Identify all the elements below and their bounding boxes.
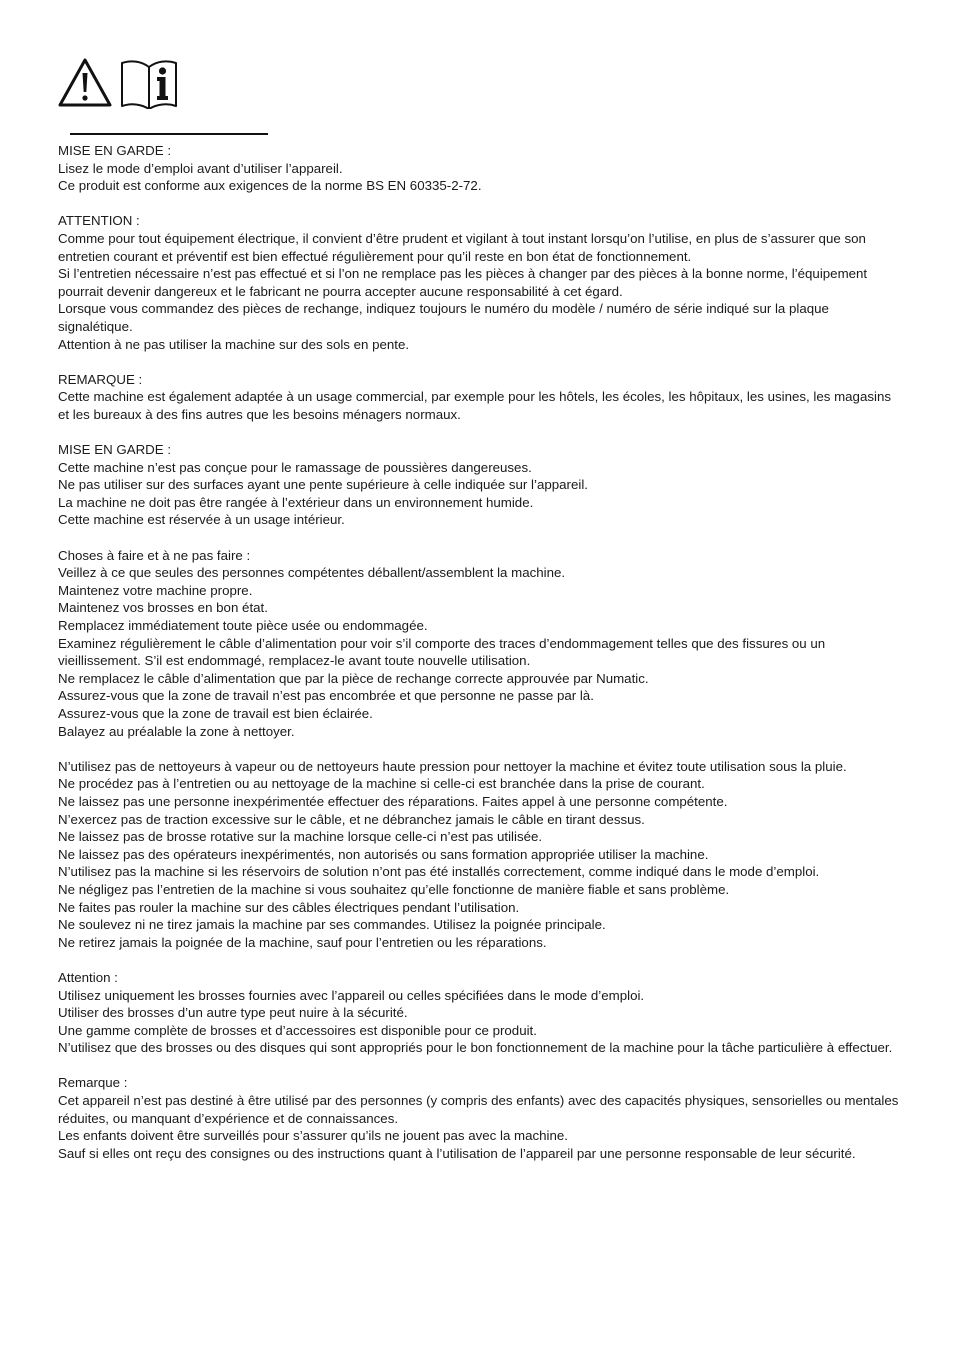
- section: [58, 441, 900, 529]
- section-line: N’utilisez pas de nettoyeurs à vapeur ou de nettoyeurs haute pression pour nettoyer la machine et évitez toute utilisation sous la pluie.: [58, 758, 847, 774]
- section-line: Ne soulevez ni ne tirez jamais la machine par ses commandes. Utilisez la poignée principale.: [58, 917, 606, 933]
- section: [58, 1074, 900, 1162]
- read-manual-info-icon: [119, 57, 179, 114]
- section-line: Veillez à ce que seules des personnes compétentes déballent/assemblent la machine.: [58, 565, 566, 581]
- section-heading: Attention :: [58, 969, 118, 985]
- section-line: La machine ne doit pas être rangée à l’extérieur dans un environnement humide.: [58, 494, 534, 510]
- section-line: Examinez régulièrement le câble d’alimentation pour voir s’il comporte des traces d’endommagement telles que des fissures ou un vieillissement. S’il est endommagé, remplacez-le avant toute nouvelle utilisation.: [58, 635, 826, 669]
- section-line: Ne pas utiliser sur des surfaces ayant une pente supérieure à celle indiquée sur l’appareil.: [58, 477, 588, 493]
- section-line: Assurez-vous que la zone de travail est bien éclairée.: [58, 706, 373, 721]
- section-line: N’utilisez pas la machine si les réservoirs de solution n’ont pas été installés correctement, comme indiqué dans le mode d’emploi.: [58, 864, 820, 880]
- section-line: Cette machine est réservée à un usage intérieur.: [58, 512, 345, 528]
- section-line: Comme pour tout équipement électrique, il convient d’être prudent et vigilant à tout instant lorsqu’on l’utilise, en plus de s’assurer que son entretien courant et préventif est bien effectué régulièrement pour qu’il reste en bon état de fonctionnement.: [58, 230, 866, 264]
- section-line: Assurez-vous que la zone de travail n’est pas encombrée et que personne ne passe par là.: [58, 688, 594, 704]
- section-line: Si l’entretien nécessaire n’est pas effectué et si l’on ne remplace pas les pièces à changer par des pièces à la bonne norme, l’équipement pourrait devenir dangereux et le fabricant ne pourra accepter aucune responsabilité à cet égard.: [58, 266, 868, 299]
- section-line: Les enfants doivent être surveillés pour s’assurer qu’ils ne jouent pas avec la machine.: [58, 1128, 568, 1144]
- document-body: [58, 142, 900, 1180]
- section-line: Sauf si elles ont reçu des consignes ou des instructions quant à l’utilisation de l’appareil par une personne responsable de leur sécurité.: [58, 1145, 856, 1161]
- header-divider: [70, 133, 268, 135]
- section-line: Lisez le mode d’emploi avant d’utiliser l’appareil.: [58, 160, 343, 176]
- section-line: Lorsque vous commandez des pièces de rechange, indiquez toujours le numéro du modèle / numéro de série indiqué sur la plaque signalétique.: [58, 301, 829, 334]
- section: [58, 371, 900, 424]
- section-line: Cet appareil n’est pas destiné à être utilisé par des personnes (y compris des enfants) avec des capacités physiques, sensorielles ou mentales réduites, ou manquant d’expérience et de connaissances.: [58, 1093, 899, 1126]
- section-line: Une gamme complète de brosses et d’accessoires est disponible pour ce produit.: [58, 1022, 537, 1038]
- section: [58, 969, 900, 1057]
- section-line: N’exercez pas de traction excessive sur le câble, et ne débranchez jamais le câble en tirant dessus.: [58, 811, 645, 827]
- section-line: Cette machine est également adaptée à un usage commercial, par exemple pour les hôtels, les écoles, les hôpitaux, les usines, les magasins et les bureaux à des fins autres que les besoins ménagers normaux.: [58, 389, 891, 422]
- section-line: Cette machine n’est pas conçue pour le ramassage de poussières dangereuses.: [58, 459, 532, 475]
- section: [58, 758, 900, 952]
- section-heading: MISE EN GARDE :: [58, 143, 172, 158]
- section-line: Ce produit est conforme aux exigences de la norme BS EN 60335-2-72.: [58, 178, 482, 194]
- section-line: Maintenez vos brosses en bon état.: [58, 600, 268, 616]
- section-heading: Choses à faire et à ne pas faire :: [58, 547, 251, 563]
- section-line: Maintenez votre machine propre.: [58, 582, 253, 598]
- header-icons: [57, 57, 179, 114]
- section: [58, 142, 900, 195]
- section: [58, 547, 900, 741]
- section-line: N’utilisez que des brosses ou des disques qui sont appropriés pour le bon fonctionnement de la machine pour la tâche particulière à effectuer.: [58, 1040, 893, 1056]
- section-line: Ne faites pas rouler la machine sur des câbles électriques pendant l’utilisation.: [58, 899, 520, 915]
- section-line: Ne laissez pas une personne inexpérimentée effectuer des réparations. Faites appel à une personne compétente.: [58, 793, 728, 809]
- warning-triangle-icon: [57, 57, 113, 114]
- section-heading: MISE EN GARDE :: [58, 442, 172, 458]
- section-heading: REMARQUE :: [58, 371, 143, 387]
- section-line: Attention à ne pas utiliser la machine sur des sols en pente.: [58, 336, 410, 352]
- section-line: Ne laissez pas des opérateurs inexpérimentés, non autorisés ou sans formation appropriée utiliser la machine.: [58, 846, 709, 862]
- section-line: Utilisez uniquement les brosses fournies avec l’appareil ou celles spécifiées dans le mode d’emploi.: [58, 987, 645, 1003]
- section-line: Ne laissez pas de brosse rotative sur la machine lorsque celle-ci n’est pas utilisée.: [58, 829, 543, 845]
- section: [58, 212, 900, 353]
- section-line: Ne négligez pas l’entretien de la machine si vous souhaitez qu’elle fonctionne de manière fiable et sans problème.: [58, 881, 730, 897]
- section-line: Balayez au préalable la zone à nettoyer.: [58, 723, 295, 739]
- section-heading: ATTENTION :: [58, 213, 140, 229]
- section-heading: Remarque :: [58, 1075, 128, 1091]
- section-line: Utiliser des brosses d’un autre type peut nuire à la sécurité.: [58, 1005, 408, 1021]
- section-line: Remplacez immédiatement toute pièce usée ou endommagée.: [58, 618, 428, 634]
- section-line: Ne remplacez le câble d’alimentation que par la pièce de rechange correcte approuvée par Numatic.: [58, 670, 649, 686]
- section-line: Ne retirez jamais la poignée de la machine, sauf pour l’entretien ou les réparations.: [58, 934, 547, 950]
- section-line: Ne procédez pas à l’entretien ou au nettoyage de la machine si celle-ci est branchée dans la prise de courant.: [58, 776, 705, 792]
